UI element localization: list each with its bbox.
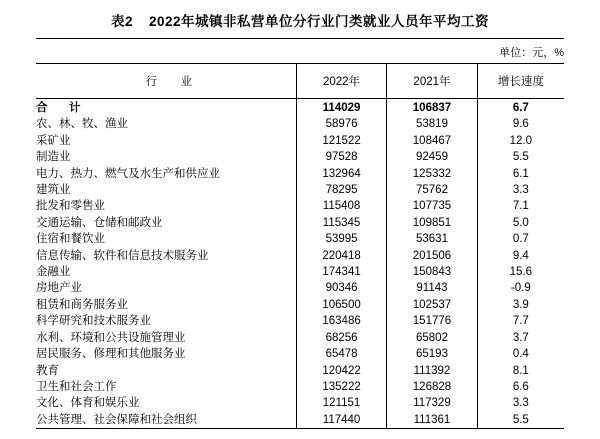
cell-growth-rate: 3.9 (477, 297, 564, 313)
cell-wage-2021: 92459 (387, 149, 477, 165)
column-header-2021: 2021年 (387, 64, 477, 99)
cell-industry: 批发和零售业 (36, 200, 105, 213)
cell-growth-rate: 6.1 (477, 166, 564, 182)
cell-industry: 农、林、牧、渔业 (36, 118, 128, 131)
cell-industry: 交通运输、仓储和邮政业 (36, 216, 163, 229)
cell-wage-2021: 117329 (387, 395, 477, 411)
cell-growth-rate: 6.6 (477, 379, 564, 395)
cell-wage-2022: 117440 (296, 412, 386, 428)
cell-industry: 建筑业 (36, 184, 71, 197)
column-header-2022: 2022年 (296, 64, 386, 99)
cell-growth-rate: 5.5 (477, 149, 564, 165)
cell-wage-2021: 107735 (387, 198, 477, 214)
cell-industry: 电力、热力、燃气及水生产和供应业 (36, 167, 220, 180)
cell-wage-2022: 78295 (296, 182, 386, 198)
table-row (36, 280, 564, 296)
table-row (36, 182, 564, 198)
table-row (36, 297, 564, 313)
unit-note: 单位：元，% (499, 47, 564, 59)
cell-industry: 居民服务、修理和其他服务业 (36, 348, 186, 361)
table-row (36, 248, 564, 264)
table-row (36, 166, 564, 182)
cell-wage-2021: 126828 (387, 379, 477, 395)
cell-wage-2021: 53819 (387, 116, 477, 132)
wage-table (36, 63, 564, 428)
cell-industry: 水利、环境和公共设施管理业 (36, 331, 186, 344)
cell-wage-2022: 220418 (296, 248, 386, 264)
cell-wage-2022: 53995 (296, 231, 386, 247)
cell-wage-2021: 111392 (387, 363, 477, 379)
table-row (36, 99, 564, 117)
cell-growth-rate: 5.0 (477, 215, 564, 231)
cell-wage-2022: 115345 (296, 215, 386, 231)
cell-growth-rate: 9.6 (477, 116, 564, 132)
table-row (36, 116, 564, 132)
table-row (36, 363, 564, 379)
cell-wage-2022: 135222 (296, 379, 386, 395)
cell-wage-2022: 120422 (296, 363, 386, 379)
cell-growth-rate: 8.1 (477, 363, 564, 379)
cell-wage-2022: 106500 (296, 297, 386, 313)
cell-wage-2021: 201506 (387, 248, 477, 264)
page-title (0, 0, 600, 32)
cell-wage-2021: 75762 (387, 182, 477, 198)
cell-wage-2021: 65193 (387, 346, 477, 362)
cell-wage-2022: 114029 (296, 99, 386, 117)
cell-wage-2022: 58976 (296, 116, 386, 132)
cell-growth-rate: 3.3 (477, 395, 564, 411)
cell-wage-2022: 68256 (296, 330, 386, 346)
cell-industry: 采矿业 (36, 134, 71, 147)
column-header-growth: 增长速度 (477, 64, 564, 99)
table-row (36, 198, 564, 214)
table-row (36, 133, 564, 149)
cell-growth-rate: 6.7 (477, 99, 564, 117)
cell-wage-2021: 91143 (387, 280, 477, 296)
cell-growth-rate: 0.4 (477, 346, 564, 362)
cell-growth-rate: 12.0 (477, 133, 564, 149)
cell-wage-2022: 65478 (296, 346, 386, 362)
cell-industry: 合 计 (36, 102, 86, 114)
cell-wage-2021: 102537 (387, 297, 477, 313)
table-row (36, 395, 564, 411)
cell-wage-2021: 53631 (387, 231, 477, 247)
cell-growth-rate: 7.1 (477, 198, 564, 214)
cell-industry: 教育 (36, 364, 59, 377)
cell-wage-2021: 111361 (387, 412, 477, 428)
cell-industry: 文化、体育和娱乐业 (36, 397, 140, 410)
cell-industry: 信息传输、软件和信息技术服务业 (36, 249, 209, 262)
table-row (36, 231, 564, 247)
cell-wage-2021: 109851 (387, 215, 477, 231)
cell-industry: 住宿和餐饮业 (36, 233, 105, 246)
cell-industry: 金融业 (36, 266, 71, 279)
cell-wage-2021: 125332 (387, 166, 477, 182)
cell-wage-2022: 163486 (296, 313, 386, 329)
cell-industry: 房地产业 (36, 282, 82, 295)
table-header-row (36, 64, 564, 99)
cell-wage-2021: 106837 (387, 99, 477, 117)
cell-industry: 制造业 (36, 151, 71, 164)
table-row (36, 215, 564, 231)
cell-industry: 科学研究和技术服务业 (36, 315, 151, 328)
cell-wage-2022: 115408 (296, 198, 386, 214)
cell-growth-rate: 3.7 (477, 330, 564, 346)
table-row (36, 346, 564, 362)
table-row (36, 149, 564, 165)
table-row (36, 330, 564, 346)
cell-growth-rate: -0.9 (477, 280, 564, 296)
cell-wage-2021: 65802 (387, 330, 477, 346)
table-row (36, 379, 564, 395)
cell-growth-rate: 7.7 (477, 313, 564, 329)
cell-wage-2022: 132964 (296, 166, 386, 182)
cell-industry: 租赁和商务服务业 (36, 298, 128, 311)
table-body (36, 99, 564, 429)
cell-industry: 卫生和社会工作 (36, 380, 117, 393)
cell-industry: 公共管理、社会保障和社会组织 (36, 413, 197, 426)
cell-growth-rate: 3.3 (477, 182, 564, 198)
table-number: 表2 (110, 14, 133, 29)
cell-growth-rate: 5.5 (477, 412, 564, 428)
cell-wage-2021: 151776 (387, 313, 477, 329)
table-row (36, 313, 564, 329)
cell-wage-2021: 150843 (387, 264, 477, 280)
bottom-divider (36, 428, 564, 429)
cell-wage-2022: 121522 (296, 133, 386, 149)
cell-growth-rate: 9.4 (477, 248, 564, 264)
column-header-industry: 行 业 (36, 64, 296, 99)
cell-wage-2022: 90346 (296, 280, 386, 296)
cell-wage-2022: 174341 (296, 264, 386, 280)
cell-wage-2022: 121151 (296, 395, 386, 411)
cell-growth-rate: 15.6 (477, 264, 564, 280)
table-head (36, 64, 564, 99)
cell-wage-2021: 108467 (387, 133, 477, 149)
table-row (36, 412, 564, 428)
cell-wage-2022: 97528 (296, 149, 386, 165)
table-row (36, 264, 564, 280)
table-title-text: 2022年城镇非私营单位分行业门类就业人员年平均工资 (148, 14, 490, 29)
cell-growth-rate: 0.7 (477, 231, 564, 247)
